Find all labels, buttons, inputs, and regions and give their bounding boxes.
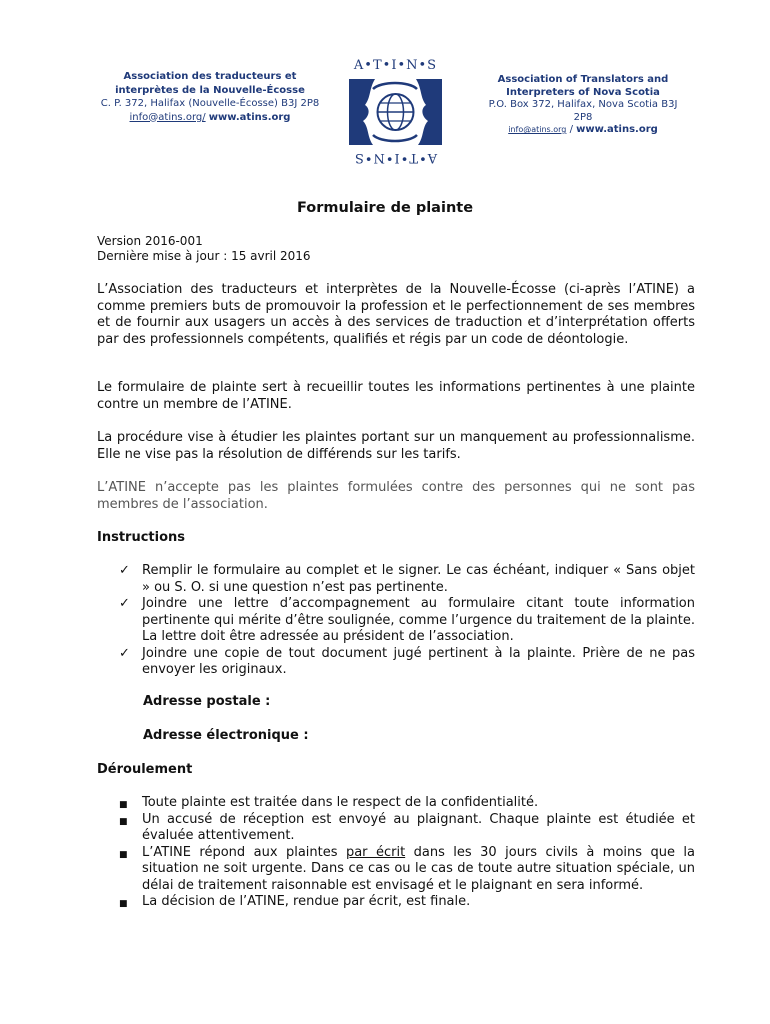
instructions-heading: Instructions <box>97 530 186 545</box>
atins-logo <box>338 58 453 168</box>
list-item: ✓ Joindre une copie de tout document jugé pertinent à la plainte. Prière de ne pas envoyer les originaux. <box>119 645 695 677</box>
logo-text-bottom: A•T•I•N•S <box>353 150 438 165</box>
email-link-en[interactable]: info@atins.org <box>508 125 567 134</box>
address-fr: C. P. 372, Halifax (Nouvelle-Écosse) B3J 2P8 <box>100 98 320 109</box>
process-list <box>97 795 695 911</box>
bullet-icon: ■ <box>119 816 128 827</box>
process-heading: Déroulement <box>97 762 193 777</box>
document-title: Formulaire de plainte <box>296 200 474 216</box>
version-block <box>97 234 311 264</box>
intro-paragraph: L’Association des traducteurs et interprètes de la Nouvelle-Écosse (ci-après l’ATINE) a comme premiers buts de promouvoir la profession et le perfectionnement de ses membres et de fournir aux usagers un accès à des services de traduction et d’interprétation offerts par des professionnels compétents, qualifiés et régis par un code de déontologie. <box>97 282 695 347</box>
address-en: P.O. Box 372, Halifax, Nova Scotia B3J 2P8 <box>488 99 678 123</box>
underlined-text: par écrit <box>345 844 406 860</box>
checkmark-icon: ✓ <box>119 563 130 578</box>
link-separator: / <box>569 124 573 135</box>
version-number: Version 2016-001 <box>97 234 203 248</box>
org-name-fr-line2: interprètes de la Nouvelle-Écosse <box>115 84 305 96</box>
list-item: ■ Toute plainte est traitée dans le respect de la confidentialité. <box>97 795 695 812</box>
list-item: ■ Un accusé de réception est envoyé au plaignant. Chaque plainte est étudiée et évaluée attentivement. <box>119 811 695 843</box>
letterhead <box>0 58 770 178</box>
list-item: ■ L’ATINE répond aux plaintes par écrit dans les 30 jours civils à moins que la situation ne soit urgente. Dans ce cas ou le cas de toute autre situation spéciale, un délai de traitement raisonnable est envisagé et le plaignant en sera informé. <box>119 844 695 893</box>
website-link-fr[interactable]: www.atins.org <box>208 111 291 123</box>
purpose-paragraph: Le formulaire de plainte sert à recueillir toutes les informations pertinentes à une plainte contre un membre de l’ATINE. <box>97 380 695 412</box>
postal-address-label: Adresse postale : <box>143 694 271 709</box>
email-address-label: Adresse électronique : <box>143 728 309 743</box>
scope-paragraph: La procédure vise à étudier les plaintes portant sur un manquement au professionnalisme. Elle ne vise pas la résolution de différends sur les tarifs. <box>97 430 695 462</box>
checkmark-icon: ✓ <box>119 645 130 661</box>
bullet-icon: ■ <box>119 800 128 810</box>
checkmark-icon: ✓ <box>119 596 130 611</box>
exclusion-paragraph: L’ATINE n’accepte pas les plaintes formulées contre des personnes qui ne sont pas membres de l’association. <box>97 480 695 512</box>
email-link-fr[interactable]: info@atins.org/ <box>129 111 206 123</box>
bullet-icon: ■ <box>119 899 128 909</box>
org-name-fr-line1: Association des traducteurs et <box>123 71 297 82</box>
website-link-en[interactable]: www.atins.org <box>576 124 658 135</box>
last-updated: Dernière mise à jour : 15 avril 2016 <box>97 249 311 263</box>
list-item: ✓ Joindre une lettre d’accompagnement au formulaire citant toute information pertinente qui mérite d’être soulignée, comme l’urgence du traitement de la plainte. La lettre doit être adressée au président de l’association. <box>119 596 695 644</box>
logo-text-top: A•T•I•N•S <box>353 58 438 73</box>
list-item: ✓ Remplir le formulaire au complet et le signer. Le cas échéant, indiquer « Sans objet » ou S. O. si une question n’est pas pertinente. <box>119 563 695 595</box>
org-name-en-line1: Association of Translators and <box>497 74 669 85</box>
org-name-en-line2: Interpreters of Nova Scotia <box>506 86 660 98</box>
letterhead-english <box>478 74 688 137</box>
list-item: ■ La décision de l’ATINE, rendue par écrit, est finale. <box>97 894 695 911</box>
letterhead-french <box>100 70 320 124</box>
bullet-icon: ■ <box>119 849 128 860</box>
instructions-list <box>97 563 695 679</box>
globe-faces-icon <box>343 75 448 149</box>
